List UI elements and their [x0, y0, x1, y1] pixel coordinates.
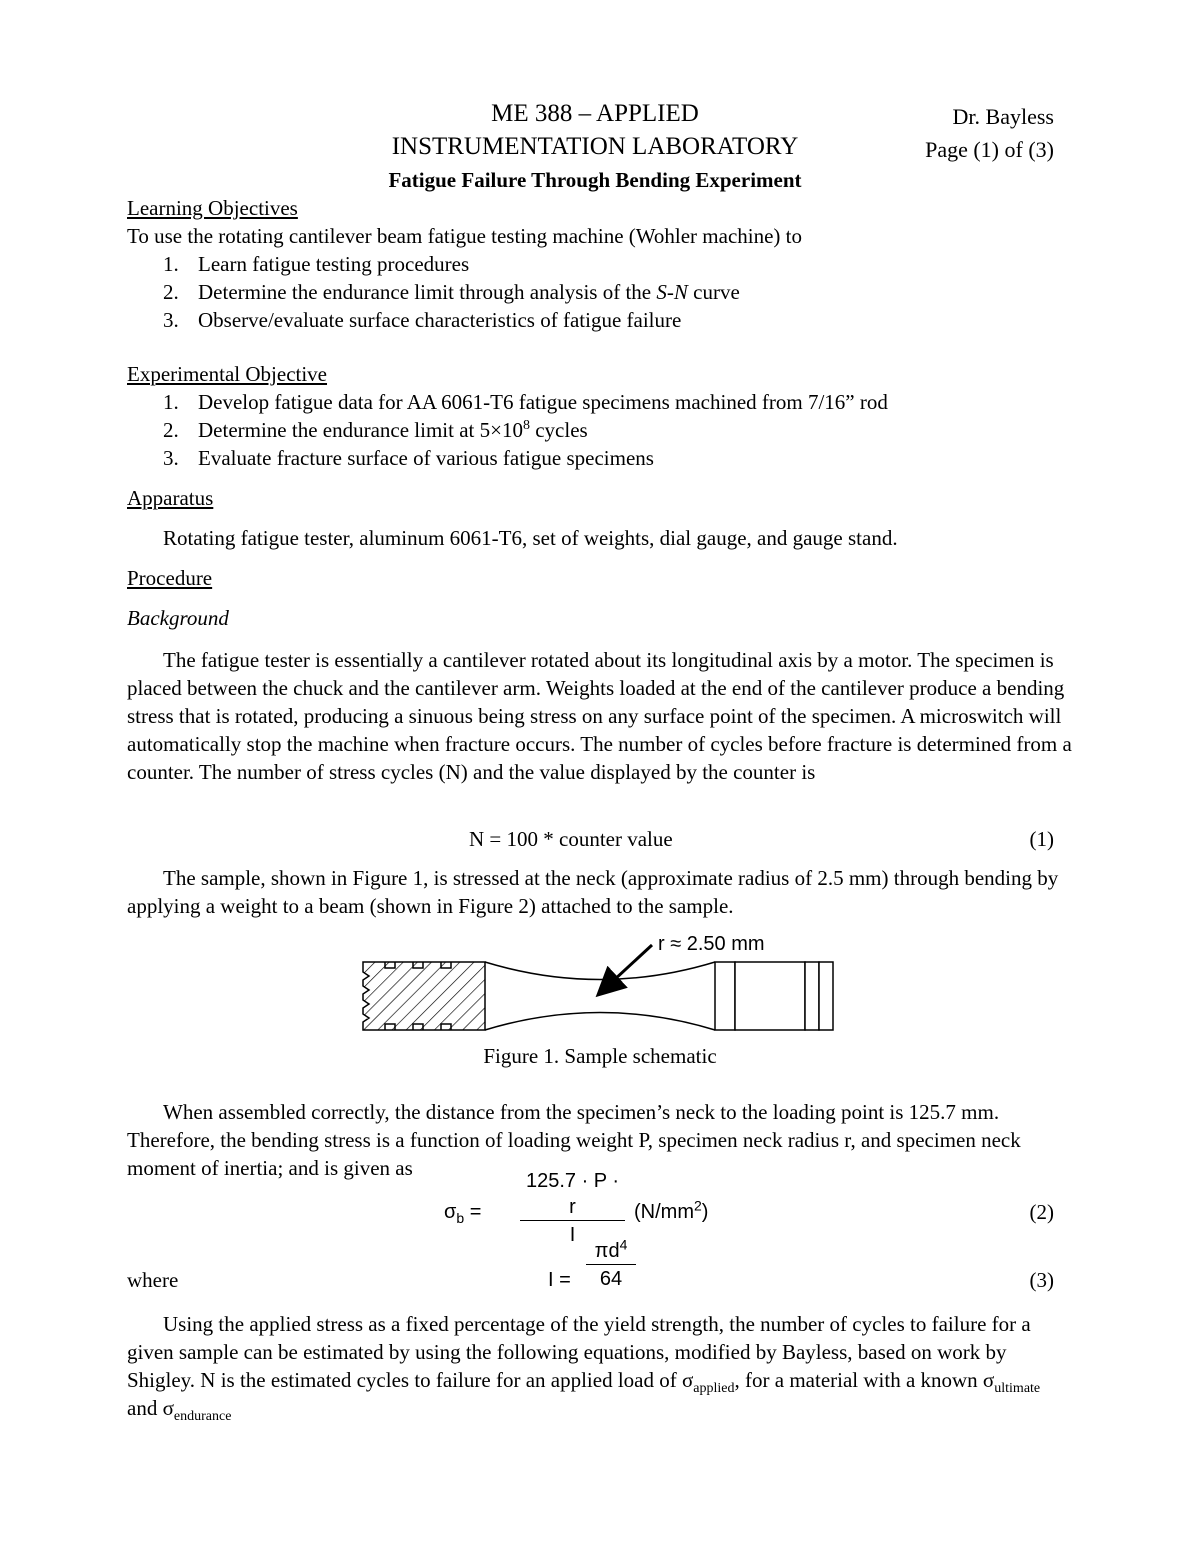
list-number: 1.	[163, 390, 179, 414]
author: Dr. Bayless	[952, 104, 1054, 129]
learning-objectives-heading: Learning Objectives	[127, 196, 298, 220]
where-label: where	[127, 1268, 179, 1292]
subscript-applied: applied	[693, 1381, 735, 1397]
learning-objectives-intro: To use the rotating cantilever beam fatigue testing machine (Wohler machine) to	[127, 224, 803, 248]
background-heading: Background	[127, 606, 229, 630]
specimen-body	[735, 962, 805, 1030]
cycles-estimate-paragraph	[127, 1310, 1072, 1425]
equation-3-fraction	[586, 1238, 636, 1293]
sample-schematic-figure	[355, 925, 845, 1040]
unit-text: (N/mm	[634, 1201, 694, 1223]
page-number: Page (1) of (3)	[925, 137, 1054, 162]
equation-2-numerator: 125.7 · P · r	[520, 1168, 625, 1221]
equals: =	[464, 1201, 482, 1223]
text-run: Determine the endurance limit through analysis of the	[198, 280, 657, 304]
procedure-heading: Procedure	[127, 566, 213, 590]
exponent: 4	[619, 1236, 628, 1253]
text-run: Using the applied stress as a fixed percentage of the yield strength, the number of cycles to failure for a given sample can be estimated by using the following equations, modified by Bayless, based on work by Shigley. N is the estimated cycles to failure for an applied load of σ	[127, 1312, 1031, 1392]
pi-d: πd	[594, 1240, 620, 1262]
experimental-objective-heading: Experimental Objective	[127, 362, 328, 386]
list-number: 3.	[163, 308, 179, 332]
equation-2-number: (2)	[1029, 1200, 1054, 1224]
text-run: , for a material with a known σ	[734, 1368, 995, 1392]
list-number: 2.	[163, 418, 179, 442]
list-text: Develop fatigue data for AA 6061-T6 fatigue specimens machined from 7/16” rod	[198, 390, 888, 414]
course-title-line1: ME 388 – APPLIED	[491, 100, 699, 127]
sample-paragraph: The sample, shown in Figure 1, is stressed at the neck (approximate radius of 2.5 mm) through bending by applying a weight to a beam (shown in Figure 2) attached to the sample.	[127, 866, 1059, 918]
equation-3-number: (3)	[1029, 1268, 1054, 1292]
radius-arrow	[600, 945, 652, 993]
document-subtitle: Fatigue Failure Through Bending Experiment	[388, 168, 802, 192]
text-run: cycles	[529, 418, 588, 442]
unit-exponent: 2	[693, 1197, 702, 1214]
subscript-ultimate: ultimate	[994, 1381, 1041, 1397]
list-text: Learn fatigue testing procedures	[198, 252, 470, 276]
text-run: curve	[687, 280, 740, 304]
list-number: 2.	[163, 280, 179, 304]
list-number: 1.	[163, 252, 179, 276]
equation-2-fraction	[520, 1168, 625, 1249]
specimen-end	[819, 962, 833, 1030]
exponent: 8	[522, 418, 530, 433]
unit-close: )	[701, 1201, 709, 1223]
subscript-endurance: endurance	[173, 1409, 232, 1425]
threaded-grip	[363, 962, 485, 1030]
equation-3-numerator	[586, 1238, 636, 1265]
list-number: 3.	[163, 446, 179, 470]
equation-2-lhs	[444, 1198, 481, 1226]
bending-stress-paragraph: When assembled correctly, the distance from the specimen’s neck to the loading point is 125.7 mm. Therefore, the bending stress is a function of loading weight P, specimen neck radius r, and specimen neck moment of inertia; and is given as	[127, 1100, 1021, 1180]
figure-1-caption: Figure 1. Sample schematic	[483, 1044, 717, 1068]
equation-1: N = 100 * counter value	[469, 827, 673, 851]
subscript: b	[456, 1210, 465, 1226]
specimen-neck-bottom	[485, 1013, 715, 1031]
specimen-shoulder	[715, 962, 735, 1030]
text-run: Determine the endurance limit at 5×10	[198, 418, 523, 442]
equation-2-denominator: I	[569, 1224, 576, 1246]
equation-3-denominator: 64	[599, 1268, 623, 1290]
equation-2-unit	[634, 1198, 708, 1226]
neck-radius-label: r ≈ 2.50 mm	[658, 933, 765, 955]
list-text: Evaluate fracture surface of various fatigue specimens	[198, 446, 654, 470]
background-paragraph: The fatigue tester is essentially a cantilever rotated about its longitudinal axis by a motor. The specimen is placed between the chuck and the cantilever arm. Weights loaded at the end of the cantilever produce a bending stress that is rotated, producing a sinuous being stress on any surface point of the specimen. A microswitch will automatically stop the machine when fracture occurs. The number of cycles before fracture is determined from a counter. The number of stress cycles (N) and the value displayed by the counter is	[127, 648, 1072, 784]
list-text	[198, 278, 740, 306]
text-run: and σ	[127, 1396, 174, 1420]
equation-3-lhs: I =	[548, 1269, 571, 1291]
apparatus-text: Rotating fatigue tester, aluminum 6061-T6, set of weights, dial gauge, and gauge stand.	[163, 526, 898, 550]
sn-emphasis: S-N	[656, 280, 688, 304]
specimen-collar	[805, 962, 819, 1030]
equation-1-number: (1)	[1029, 827, 1054, 851]
course-title-line2: INSTRUMENTATION LABORATORY	[391, 133, 799, 160]
list-text	[198, 416, 588, 444]
sigma-symbol: σ	[444, 1201, 457, 1223]
specimen-neck-top	[485, 962, 715, 980]
apparatus-heading: Apparatus	[127, 486, 214, 510]
list-text: Observe/evaluate surface characteristics of fatigue failure	[198, 308, 682, 332]
